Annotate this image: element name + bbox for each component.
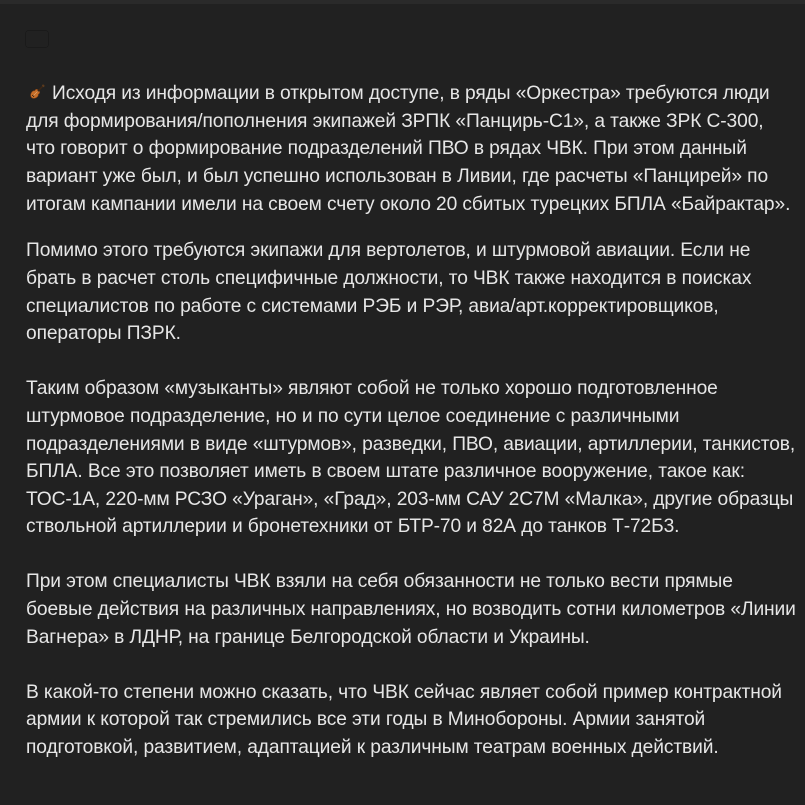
violin-icon	[26, 81, 48, 103]
russian-flag-icon	[26, 31, 48, 47]
previous-message-edge	[0, 0, 805, 4]
paragraph-1	[26, 25, 796, 53]
paragraph-2: Помимо этого требуются экипажи для вертолетов, и штурмовой авиации. Если не брать в расчет столь специфичные должности, то ЧВК также находится в поисках специалистов по работе с системами РЭБ и РЭР, авиа/арт.корректировщиков, операторы ПЗРК.	[26, 240, 752, 345]
message-text	[26, 25, 796, 789]
paragraph-1-text: Исходя из информации в открытом доступе, в ряды «Оркестра» требуются люди для формирования/пополнения экипажей ЗРПК «Панцирь-С1», а также ЗРК С-300, что говорит о формирование подразделений ПВО в рядах ЧВК. При этом данный вариант уже был, и был успешно использован в Ливии, где расчеты «Панцирей» по итогам кампании имели на своем счету около 20 сбитых турецких БПЛА «Байрактар».	[26, 83, 791, 215]
paragraph-4: При этом специалисты ЧВК взяли на себя обязанности не только вести прямые боевые действия на различных направлениях, но возводить сотни километров «Линии Вагнера» в ЛДНР, на границе Белгородской области и Украины.	[26, 571, 796, 648]
paragraph-5: В какой-то степени можно сказать, что ЧВК сейчас являет собой пример контрактной армии к которой так стремились все эти годы в Минобороны. Армии занятой подготовкой, развитием, адаптацией к различным театрам военных действий.	[26, 681, 782, 759]
paragraph-3: Таким образом «музыканты» являют собой не только хорошо подготовленное штурмовое подразделение, но и по сути целое соединение с различными подразделениями в виде «штурмов», разведки, ПВО, авиации, артиллерии, танкистов, БПЛА. Все это позволяет иметь в своем штате различное вооружение, такое как: ТОС-1А, 220-мм РСЗО «Ураган», «Град», 203-мм САУ 2С7М «Малка», другие образцы ствольной артиллерии и бронетехники от БТР-70 и 82А до танков Т-72Б3.	[26, 378, 796, 538]
